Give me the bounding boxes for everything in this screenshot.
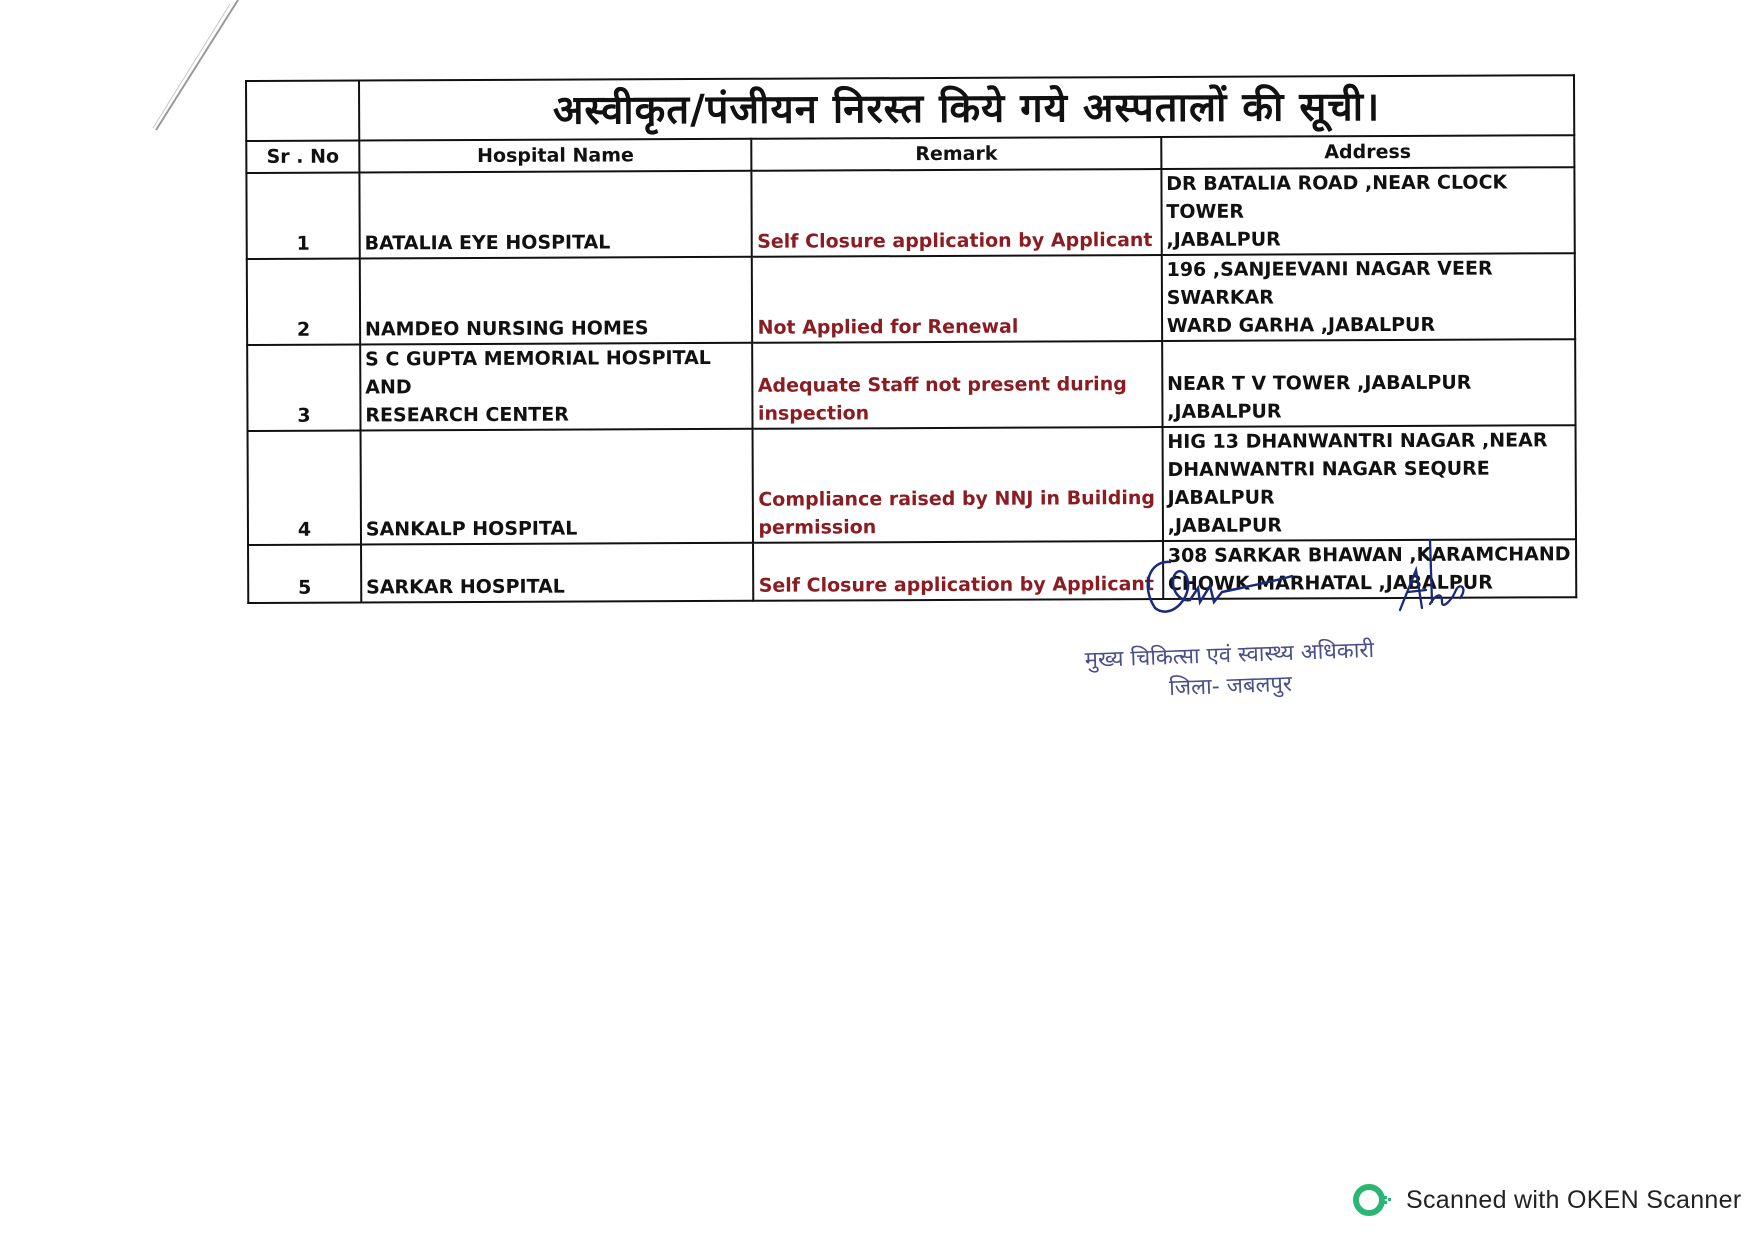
table-row [248, 425, 1576, 545]
row-address [1162, 253, 1576, 341]
address-line: NEAR T V TOWER ,JABALPUR ,JABALPUR [1167, 371, 1472, 423]
row-address [1162, 339, 1576, 427]
row-hospital-name [360, 257, 753, 345]
row-hospital-name [360, 429, 753, 545]
hospital-name-line: RESEARCH CENTER [365, 403, 569, 427]
table-title-row [246, 75, 1574, 141]
header-remark: Remark [752, 137, 1161, 171]
header-sr-no: Sr . No [246, 141, 359, 173]
row-remark [753, 427, 1163, 543]
officer-designation: मुख्य चिकित्सा एवं स्वास्थ्य अधिकारी [1084, 637, 1375, 674]
remark-line: Adequate Staff not present during [757, 373, 1127, 397]
remark-line: Not Applied for Renewal [757, 315, 1019, 339]
row-hospital-name [360, 343, 753, 431]
table-row [247, 253, 1575, 345]
hospital-list-table [245, 74, 1577, 604]
row-sr-no: 3 [247, 345, 360, 431]
remark-line: Compliance raised by NNJ in Building [758, 487, 1156, 511]
remark-line: inspection [757, 402, 870, 425]
table-row [246, 167, 1574, 259]
hospital-name-line: NAMDEO NURSING HOMES [364, 317, 649, 341]
row-remark [752, 255, 1162, 343]
table-title: अस्वीकृत/पंजीयन निरस्त किये गये अस्पतालों की सूची। [359, 75, 1574, 140]
hospital-name-line: BATALIA EYE HOSPITAL [364, 231, 611, 255]
remark-line: Self Closure application by Applicant [757, 229, 1153, 253]
row-remark [753, 541, 1163, 601]
address-line: CHOWK MARHATAL ,JABALPUR [1167, 571, 1493, 595]
address-line: DR BATALIA ROAD ,NEAR CLOCK TOWER [1166, 171, 1508, 223]
row-hospital-name [361, 543, 754, 603]
handwritten-signatures [1130, 530, 1510, 620]
officer-district: जिला- जबलपुर [1168, 671, 1293, 702]
address-line: ,JABALPUR [1166, 228, 1281, 251]
header-hospital-name: Hospital Name [359, 139, 752, 173]
address-line: WARD GARHA ,JABALPUR [1166, 313, 1436, 337]
scanner-watermark [1352, 1182, 1741, 1218]
table-row [247, 339, 1575, 431]
header-address: Address [1161, 135, 1574, 169]
officer-stamp [1084, 635, 1376, 707]
row-remark [752, 169, 1162, 257]
scan-edge-artifact [150, 0, 240, 135]
hospital-name-line: S C GUPTA MEMORIAL HOSPITAL AND [365, 346, 711, 399]
row-sr-no: 2 [247, 259, 360, 345]
address-line: 308 SARKAR BHAWAN ,KARAMCHAND [1167, 543, 1571, 567]
row-hospital-name [359, 171, 752, 259]
row-sr-no: 1 [246, 173, 359, 259]
row-address [1162, 425, 1576, 541]
row-sr-no: 5 [248, 544, 361, 602]
signature-left [1148, 562, 1292, 612]
row-remark [753, 341, 1163, 429]
hospital-name-line: SANKALP HOSPITAL [365, 517, 578, 541]
signature-right [1400, 540, 1463, 610]
address-line: HIG 13 DHANWANTRI NAGAR ,NEAR [1167, 429, 1548, 453]
oken-scanner-icon [1352, 1182, 1392, 1218]
remark-line: permission [758, 516, 877, 539]
hospital-name-line: SARKAR HOSPITAL [366, 575, 565, 599]
remark-line: Self Closure application by Applicant [758, 573, 1155, 597]
scanner-label: Scanned with OKEN Scanner [1406, 1185, 1742, 1214]
title-blank-cell [246, 81, 359, 141]
address-line: 196 ,SANJEEVANI NAGAR VEER SWARKAR [1166, 257, 1493, 309]
row-address [1161, 167, 1575, 255]
address-line: ,JABALPUR [1167, 514, 1283, 537]
row-sr-no: 4 [248, 430, 361, 544]
address-line: DHANWANTRI NAGAR SEQURE JABALPUR [1167, 457, 1490, 509]
